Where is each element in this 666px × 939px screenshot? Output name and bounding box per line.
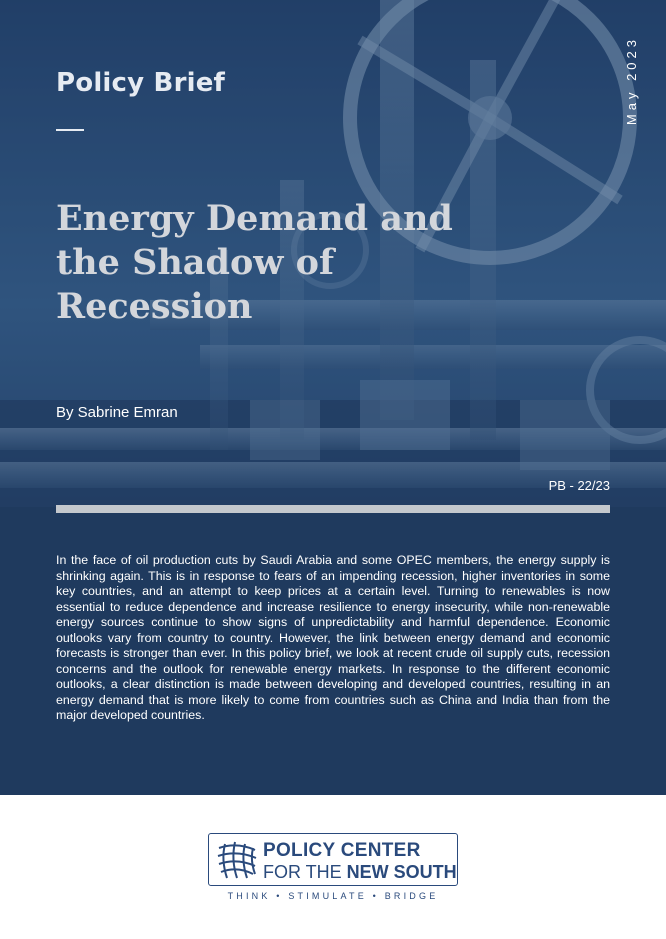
brief-code: PB - 22/23 xyxy=(548,478,610,493)
author-byline: By Sabrine Emran xyxy=(56,404,178,421)
document-type: Policy Brief xyxy=(56,68,226,98)
divider-bar xyxy=(56,505,610,513)
logo-line-2-bold: NEW SOUTH xyxy=(346,862,457,882)
logo-line-2 xyxy=(263,862,457,883)
globe-grid-icon xyxy=(215,840,259,880)
page-title: Energy Demand and the Shadow of Recession xyxy=(56,198,453,327)
abstract-text: In the face of oil production cuts by Saudi Arabia and some OPEC members, the energy supply is shrinking again. This is in response to fears of an impending recession, higher inventories in some key countries, and an attempt to keep prices at a certain level. Turning to renewables is now essential to reduce dependence and increase resilience to energy insecurity, while non-renewable energy sources continue to show signs of unpredictability and harmful dependence. Economic outlooks vary from country to country. However, the link between energy demand and economic forecasts is stronger than ever. In this policy brief, we look at recent crude oil supply cuts, recession concerns and the outlook for renewable energy markets. In response to the different economic outlooks, a clear distinction is made between developing and developed countries, resulting in an energy demand that is more likely to come from countries such as China and India than from the major developed countries. xyxy=(56,553,610,722)
abstract-panel xyxy=(0,507,666,795)
pcns-logo xyxy=(208,833,458,886)
logo-line-1: POLICY CENTER xyxy=(263,840,421,861)
logo-tagline: THINK • STIMULATE • BRIDGE xyxy=(227,891,439,901)
title-divider xyxy=(56,129,84,131)
logo-line-2-prefix: FOR THE xyxy=(263,862,347,882)
publication-date: May 2023 xyxy=(624,36,639,126)
